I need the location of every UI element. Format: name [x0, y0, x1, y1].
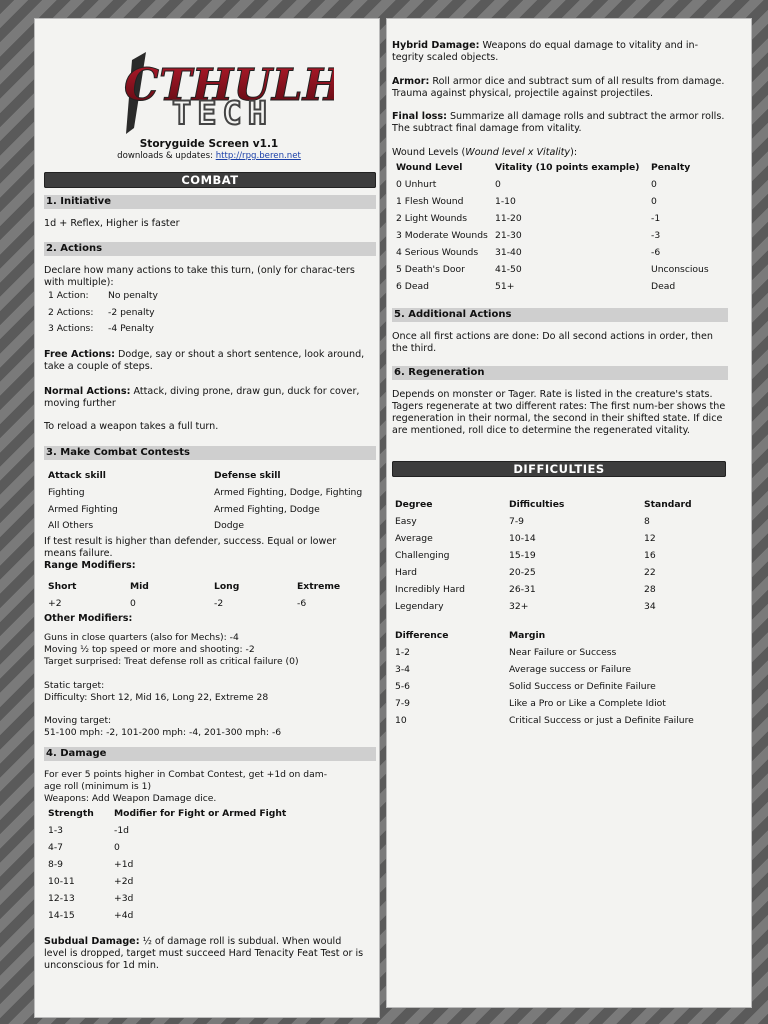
actions-count: 1 Action:: [48, 290, 89, 301]
hybrid-text: Weapons do equal damage to vitality and in-tegrity scaled objects.: [392, 40, 699, 63]
range-modifiers-title: Range Modifiers:: [44, 560, 136, 571]
difficulty-cell: 34: [644, 601, 656, 612]
other-modifier: Guns in close quarters (also for Mechs): -4: [44, 632, 239, 643]
damage-intro-line: Weapons: Add Weapon Damage dice.: [44, 793, 217, 804]
actions-intro: Declare how many actions to take this turn, (only for charac-ters with multiple):: [44, 265, 355, 288]
contest-attack: Fighting: [48, 487, 85, 498]
contest-defense: Armed Fighting, Dodge, Fighting: [214, 487, 363, 498]
normal-actions-text: Attack, diving prone, draw gun, duck for cover, moving further: [44, 386, 360, 409]
normal-actions: [44, 386, 366, 410]
subdual-text: ½ of damage roll is subdual. When would level is dropped, target must succeed Hard Tenacity Feat Test or is unconscious for 1d min.: [44, 936, 364, 971]
margin-cell: Critical Success or just a Definite Failure: [509, 715, 694, 726]
wound-cell: 41-50: [495, 264, 522, 275]
wound-cell: 11-20: [495, 213, 522, 224]
hybrid-damage: [392, 40, 726, 64]
difficulty-cell: 20-25: [509, 567, 536, 578]
wound-intro-b: ):: [570, 147, 578, 158]
actions-count: 2 Actions:: [48, 306, 94, 318]
wound-cell: 0: [651, 179, 657, 190]
difficulty-cell: 7-9: [509, 516, 525, 527]
normal-actions-label: Normal Actions:: [44, 386, 131, 397]
margin-cell: 7-9: [395, 698, 411, 709]
difficulty-cell: 26-31: [509, 584, 536, 595]
range-value: -2: [214, 598, 224, 609]
wound-cell: 31-40: [495, 247, 522, 258]
actions-penalty: -4 Penalty: [108, 323, 154, 334]
difficulty-cell: Hard: [395, 567, 417, 578]
final-loss: [392, 111, 726, 135]
wound-cell: 0: [651, 196, 657, 207]
final-loss-text: Summarize all damage rolls and subtract the armor rolls. The subtract final damage from vitality.: [392, 111, 725, 134]
moving-target-line: 51-100 mph: -2, 101-200 mph: -4, 201-300 mph: -6: [44, 727, 282, 738]
damage-strength: 4-7: [48, 842, 64, 853]
subdual-damage: [44, 936, 366, 972]
wound-cell: -6: [651, 247, 661, 258]
initiative-heading: 1. Initiative: [44, 195, 376, 209]
logo-bottom-text: TECH: [172, 94, 274, 132]
difficulty-cell: Challenging: [395, 550, 450, 561]
margin-cell: Average success or Failure: [509, 664, 632, 675]
wound-cell: 6 Dead: [396, 281, 429, 292]
logo-graphic: [104, 48, 334, 138]
difficulty-cell: 22: [644, 567, 656, 578]
reload-text: To reload a weapon takes a full turn.: [44, 421, 219, 432]
additional-actions-text: Once all first actions are done: Do all second actions in order, then the third.: [392, 331, 713, 354]
downloads-line: [44, 150, 374, 162]
difficulty-header: Difficulties: [509, 499, 565, 510]
margin-header: Margin: [509, 630, 546, 641]
wound-intro: [392, 147, 577, 159]
wound-header: Penalty: [651, 162, 691, 173]
difficulty-cell: 32+: [509, 601, 529, 612]
actions-penalty: -2 penalty: [108, 306, 155, 318]
moving-target-line: Moving target:: [44, 715, 112, 726]
difficulty-cell: 12: [644, 533, 656, 544]
damage-modifier: +4d: [114, 910, 134, 921]
difficulty-cell: 8: [644, 516, 650, 527]
damage-heading: 4. Damage: [44, 747, 376, 761]
range-header: Short: [48, 581, 77, 592]
regeneration-heading: 6. Regeneration: [392, 366, 728, 380]
combat-banner: COMBAT: [44, 172, 376, 188]
damage-intro-line: For ever 5 points higher in Combat Contest, get +1d on dam-: [44, 769, 328, 780]
damage-intro-line: age roll (minimum is 1): [44, 781, 152, 792]
difficulty-cell: Incredibly Hard: [395, 584, 465, 595]
free-actions: [44, 349, 366, 373]
other-modifiers-title: Other Modifiers:: [44, 613, 133, 624]
range-header: Extreme: [297, 581, 341, 592]
damage-header: Modifier for Fight or Armed Fight: [114, 808, 287, 819]
final-loss-label: Final loss:: [392, 111, 447, 122]
armor-label: Armor:: [392, 76, 430, 87]
wound-cell: 1-10: [495, 196, 516, 207]
contest-result: If test result is higher than defender, success. Equal or lower means failure.: [44, 536, 337, 559]
contest-header: Defense skill: [214, 470, 281, 481]
damage-strength: 8-9: [48, 859, 64, 870]
difficulty-cell: 16: [644, 550, 656, 561]
wound-cell: 51+: [495, 281, 515, 292]
margin-cell: 3-4: [395, 664, 411, 675]
wound-cell: 1 Flesh Wound: [396, 196, 464, 207]
margin-cell: Near Failure or Success: [509, 647, 617, 658]
range-header: Long: [214, 581, 240, 592]
right-column: [386, 18, 752, 1008]
contest-defense: Armed Fighting, Dodge: [214, 503, 320, 515]
actions-penalty: No penalty: [108, 290, 158, 301]
difficulties-banner: DIFFICULTIES: [392, 461, 726, 477]
free-actions-text: Dodge, say or shout a short sentence, look around, take a couple of steps.: [44, 349, 365, 372]
wound-cell: -3: [651, 230, 661, 241]
wound-cell: 21-30: [495, 230, 522, 241]
range-header: Mid: [130, 581, 149, 592]
static-target-line: Difficulty: Short 12, Mid 16, Long 22, Extreme 28: [44, 692, 269, 703]
static-target-line: Static target:: [44, 680, 105, 691]
other-modifier: Moving ½ top speed or more and shooting: -2: [44, 644, 255, 655]
wound-intro-italic: Wound level x Vitality: [465, 147, 571, 158]
damage-header: Strength: [48, 808, 94, 819]
margin-cell: Like a Pro or Like a Complete Idiot: [509, 698, 666, 709]
contests-heading: 3. Make Combat Contests: [44, 446, 376, 460]
wound-intro-a: Wound Levels (: [392, 147, 466, 158]
wound-cell: 0: [495, 179, 501, 190]
damage-modifier: +1d: [114, 859, 134, 870]
damage-strength: 10-11: [48, 876, 75, 887]
wound-cell: 0 Unhurt: [396, 179, 437, 190]
damage-strength: 12-13: [48, 893, 75, 904]
downloads-label: downloads & updates:: [117, 151, 213, 161]
logo-top-text: CTHUL: [124, 60, 303, 111]
wound-cell: Unconscious: [651, 264, 709, 275]
difficulty-cell: 10-14: [509, 533, 536, 544]
damage-modifier: +2d: [114, 876, 134, 887]
actions-count: 3 Actions:: [48, 323, 94, 334]
regeneration-text: Depends on monster or Tager. Rate is listed in the creature's stats. Tagers regenerate at two different rates: The first num-ber shows the regeneration in their normal, the second in their shifted state. If dice are mentioned, roll dice to determine the regenerated vitality.: [392, 389, 726, 436]
damage-modifier: +3d: [114, 893, 134, 904]
screen-title: Storyguide Screen v1.1: [139, 138, 279, 150]
difficulty-cell: Average: [395, 533, 433, 544]
damage-strength: 14-15: [48, 910, 75, 921]
additional-actions-heading: 5. Additional Actions: [392, 308, 728, 322]
wound-cell: 2 Light Wounds: [396, 213, 468, 224]
downloads-link[interactable]: http://rpg.beren.net: [215, 151, 301, 161]
margin-cell: 10: [395, 715, 407, 726]
margin-header: Difference: [395, 630, 449, 641]
range-value: -6: [297, 598, 307, 609]
free-actions-label: Free Actions:: [44, 349, 115, 360]
contest-attack: Armed Fighting: [48, 503, 118, 515]
wound-cell: 3 Moderate Wounds: [396, 230, 488, 241]
margin-cell: 1-2: [395, 647, 411, 658]
wound-header: Vitality (10 points example): [495, 162, 640, 173]
wound-cell: 5 Death's Door: [396, 264, 465, 275]
left-column-content: [44, 18, 374, 1018]
wound-cell: Dead: [651, 281, 676, 292]
initiative-text: 1d + Reflex, Higher is faster: [44, 218, 180, 229]
right-column-content: [392, 18, 746, 1008]
range-value: +2: [48, 598, 62, 609]
hybrid-label: Hybrid Damage:: [392, 40, 480, 51]
difficulty-cell: Easy: [395, 516, 417, 527]
other-modifier: Target surprised: Treat defense roll as critical failure (0): [44, 656, 299, 667]
contest-header: Attack skill: [48, 470, 106, 481]
margin-cell: 5-6: [395, 681, 411, 692]
difficulty-cell: 15-19: [509, 550, 536, 561]
left-column: [34, 18, 380, 1018]
margin-cell: Solid Success or Definite Failure: [509, 681, 656, 692]
actions-heading: 2. Actions: [44, 242, 376, 256]
armor-rule: [392, 76, 726, 100]
subdual-label: Subdual Damage:: [44, 936, 140, 947]
damage-modifier: -1d: [114, 825, 129, 836]
difficulty-cell: Legendary: [395, 601, 444, 612]
armor-text: Roll armor dice and subtract sum of all results from damage. Trauma against physical, projectile against projectiles.: [392, 76, 725, 99]
difficulty-header: Standard: [644, 499, 692, 510]
wound-cell: -1: [651, 213, 661, 224]
difficulty-cell: 28: [644, 584, 656, 595]
damage-strength: 1-3: [48, 825, 64, 836]
difficulty-header: Degree: [395, 499, 433, 510]
range-value: 0: [130, 598, 136, 609]
damage-modifier: 0: [114, 842, 120, 853]
wound-cell: 4 Serious Wounds: [396, 247, 479, 258]
contest-attack: All Others: [48, 520, 94, 531]
contest-defense: Dodge: [214, 520, 245, 531]
wound-header: Wound Level: [396, 162, 463, 173]
